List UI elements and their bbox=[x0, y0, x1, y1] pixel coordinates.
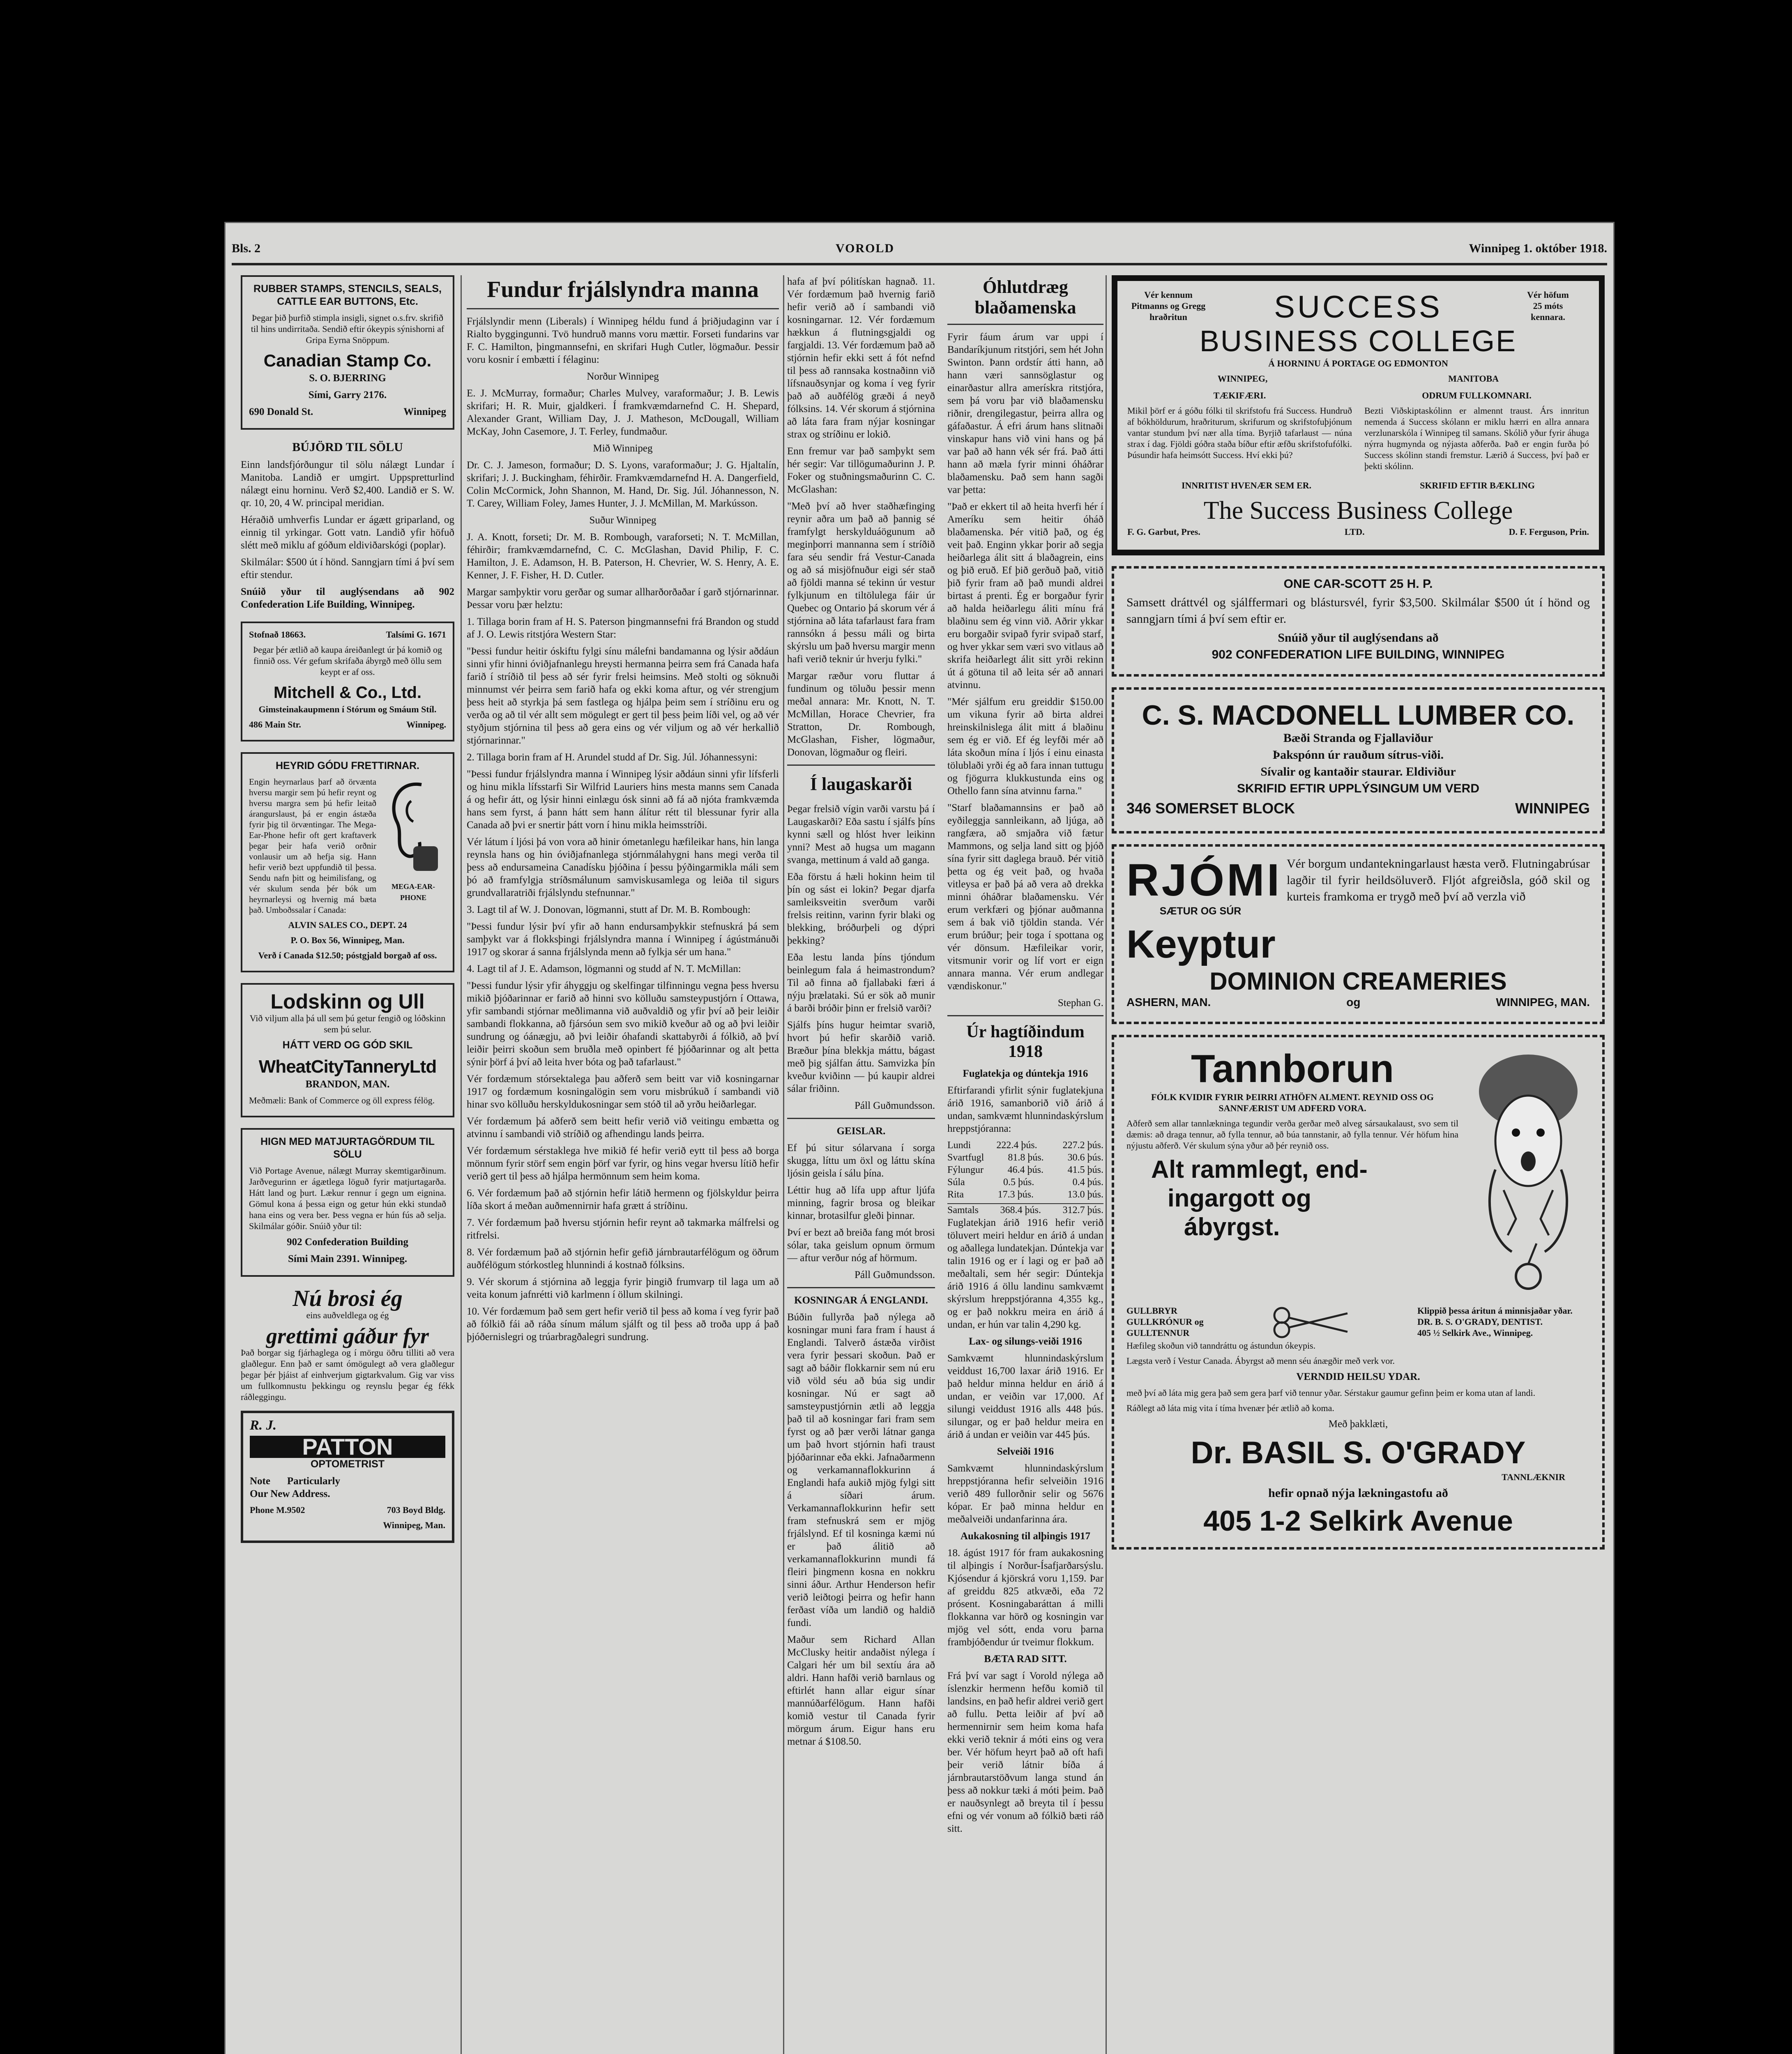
ad-title: RUBBER STAMPS, STENCILS, SEALS, CATTLE EAR BUTTONS, Etc. bbox=[253, 283, 442, 307]
paragraph: Hæfileg skoðun við tanndráttu og ástundun ókeypis. bbox=[1126, 1340, 1316, 1351]
paragraph: Snúið yður til auglýsendans að 902 Confederation Life Building, Winnipeg. bbox=[241, 586, 454, 610]
bird-table bbox=[947, 1139, 1103, 1216]
column-2 bbox=[467, 275, 779, 2054]
table-row bbox=[947, 1151, 1103, 1164]
column-4 bbox=[1112, 275, 1605, 2054]
paragraph: Frá því var sagt í Vorold nýlega að íslenzkir hermenn hefðu komið til landsins, en það hefir aldrei verið gert að fullu. Þetta leiðir af því að hermennirnir sem heim koma hafa ekki verið teknir á móti eins og vera ber. Vér höfum heyrt það að oft hafi þeir verið látnir bíða á járnbrautarstöðvum langa stund án þess að nokkur tæki á móti þeim. Það er nauðsynlegt að breyta til í þessu efni og vér vonum að fólkið bæti ráð sitt. bbox=[947, 1670, 1103, 1834]
ad-title: ONE CAR-SCOTT 25 H. P. bbox=[1283, 577, 1433, 591]
creamery-body bbox=[1126, 856, 1590, 967]
cell: 222.4 þús. bbox=[996, 1140, 1037, 1151]
stanza: Eða förstu á hæli hokinn heim til þín og sást ei lokin? Þegar djarfa samleiksveitin sverðum varði frelsis reitinn, varinn fyrir blaki og blekking, bróðurþeli og dýpri þekking? bbox=[787, 871, 935, 946]
city-line bbox=[1127, 373, 1589, 384]
paragraph: Einn landsfjórðungur til sölu nálægt Lundar í Manitoba. Landið er umgirt. Uppspretturlind nálægt einu horninu. Verð $2,400. Landið er S. W. qr. 10, 20, 4 W. principal meridian. bbox=[241, 459, 454, 509]
patton-footer bbox=[250, 1504, 445, 1515]
text: 25 móts bbox=[1533, 301, 1563, 311]
slogan: ábyrgst. bbox=[1184, 1213, 1280, 1241]
ad-title: Lodskinn og Ull bbox=[270, 990, 425, 1013]
location: ASHERN, MAN. bbox=[1126, 996, 1211, 1009]
patton-ad bbox=[241, 1411, 454, 1543]
paragraph: Samkvæmt hlunnindaskýrslum hreppstjóranna hefir selveiðin 1916 verið 489 fullorðnir selir og 5676 kópar. Er það minna heldur en meðalveiði undanfarinna ára. bbox=[947, 1463, 1103, 1525]
headline: RJÓMI bbox=[1126, 855, 1282, 905]
poem-author: Páll Guðmundsson. bbox=[855, 1100, 935, 1111]
address-line bbox=[249, 405, 446, 418]
paragraph: "Mér sjálfum eru greiddir $150.00 um vikuna fyrir að birta aldrei hreinskilnislega álit mitt á blaðinu sem ég er við. Ef ég leyfði mér að láta skoðun mína í ljós í einu einasta tölublaði yrði ég að fara innan tuttugu og fjögurra klukkustunda eins og Othello fann sína atvinnu farna." bbox=[947, 696, 1103, 797]
cell: 41.5 þús. bbox=[1067, 1165, 1103, 1175]
subheading: Fuglatekja og dúntekja 1916 bbox=[963, 1068, 1088, 1079]
references: Meðmæli: Bank of Commerce og öll express félög. bbox=[249, 1095, 435, 1105]
paragraph: með því að láta mig gera það sem gera þarf við tennur yðar. Sérstakur gaumur gefinn þeim er koma utan af landi. bbox=[1126, 1388, 1536, 1398]
row-label: Svartfugl bbox=[947, 1152, 984, 1163]
row-label: Lundi bbox=[947, 1140, 971, 1151]
college-cta bbox=[1127, 480, 1589, 491]
stanza: Ef þú situr sólarvana í sorga skugga, líttu um öxl og láttu skína ljósin geisla í sálu þína. bbox=[787, 1142, 935, 1179]
paragraph: "Með því að hver staðhæfinging reynir aðra um það að þannig sé framfylgt herskylduáögunum að meginþorri mannanna sem í stríðið fara séu sendir frá Vestur-Canada og að sá misjöfnuður eigi sér stað að fjöldi manna sé tekinn úr vestur fylkjunum en tiltölulega fáir úr Quebec og Ontario þá skorum vér á stjórnina að láta tafarlaust fara fram rannsókn á þessu máli og birta skýrslu um það hversu margir menn hafi verið teknir úr hverju fylki." bbox=[787, 501, 935, 665]
paragraph: Bezti Viðskiptaskólinn er almennt traust. Árs innritun nemenda á Success skólann er miklu hærri en allra annara verzlunarskóla í Winnipeg til samans. Skólið yður fyrir áhuga nýrra hugmynda og nýjasta aðferða. Það er engin furða þó Success skólinn standi fremstur. Lærið á Success, því það er þekti skólinn. bbox=[1364, 405, 1589, 471]
subheading: VERNDID HEILSU YDAR. bbox=[1296, 1371, 1420, 1382]
ad-top bbox=[249, 629, 446, 640]
paragraph: Enn fremur var það samþykt sem hér segir: Var tillögumaðurinn J. P. Foker og stuðningsmaðurinn C. C. McGlashan: bbox=[787, 446, 935, 495]
paragraph: 9. Vér skorum á stjórnina að leggja fyrir þingið frumvarp til laga um að veita konum jafnrétti við karlmenn í öllum skilningi. bbox=[467, 1276, 779, 1300]
paragraph: Frjálslyndir menn (Liberals) í Winnipeg héldu fund á þriðjudaginn var í Rialto byggingunni. Tvö hundruð manns voru mættir. Forseti fundarins var F. C. Hamilton, þingmannsefni, en skrifari Hugh Cutler, lögmaður. Þessir voru kosnir í embætti í félaginu: bbox=[467, 316, 779, 365]
paragraph: Aðferð sem allar tannlækninga tegundir verða gerðar með alveg sársaukalaust, svo sem til dæmis: að draga tennur, að fylla tennur, að búa tannstanir, að fylla tennur. Vér höfum hina nýjustu aðferð. Vér skulum sýna yður að þér reynið oss. bbox=[1126, 1118, 1458, 1151]
ad-text: Vér borgum undantekningarlaust hæsta verð. Flutningabrúsar lagðir til fyrir heildsöluverð. Fljót afgreiðsla, góð skil og kurteis framkoma er trygð með því að verzla við bbox=[1287, 857, 1590, 903]
city: Winnipeg bbox=[403, 406, 446, 417]
divider bbox=[787, 1118, 935, 1119]
paragraph: Vér látum í ljósi þá von vora að hinir ómetanlegu hæfileikar hans, hin langa reynsla hans og hin óviðjafnanlega stjórnmálahygni hans megi verða til þess að endursameina Canadísku þjóðina í þessu þýðingarmikla máli sem þó að framfylgja stríðsmálunum samviskusamlega og leiða til sigurs grundvallaratriði frjálslyndu stefnunnar." bbox=[467, 836, 779, 898]
cta: INNRITIST HVENÆR SEM ER. bbox=[1181, 480, 1312, 490]
cta: SKRIFID EFTIR UPPLÝSINGUM UM VERD bbox=[1237, 782, 1480, 795]
ad-text: Snúið yður til auglýsendans að bbox=[1278, 631, 1439, 645]
company-name: DOMINION CREAMERIES bbox=[1209, 967, 1507, 995]
stamp-ad bbox=[241, 275, 454, 430]
college-staff bbox=[1127, 526, 1589, 537]
location: WINNIPEG, MAN. bbox=[1496, 996, 1590, 1009]
slogan: ingargott og bbox=[1168, 1184, 1311, 1212]
address: 690 Donald St. bbox=[249, 406, 313, 417]
row-label: Samtals bbox=[947, 1205, 979, 1216]
dentist-name: Dr. BASIL S. O'GRADY bbox=[1191, 1435, 1526, 1470]
subheading: TÆKIFÆRI. bbox=[1213, 390, 1266, 401]
divider bbox=[787, 1287, 935, 1288]
city: Winnipeg, Man. bbox=[383, 1520, 445, 1530]
paragraph: Fuglatekjan árið 1916 hefir verið töluvert meiri heldur en árið á undan og aðallega lundatekjan. Dúntekja var talin 1916 og er í lagi og er það að meðaltali, sem hér segir: Dúntekja árið 1916 á öllu landinu samkvæmt skýrslum hreppstjóranna 4,355 kg., og er það nokkru meira en árið á undan, er hún var talin 4,290 kg. bbox=[947, 1217, 1103, 1330]
conjunction: og bbox=[1346, 996, 1361, 1009]
cell: 227.2 þús. bbox=[1062, 1140, 1103, 1151]
product: Bæði Stranda og Fjallaviður bbox=[1283, 731, 1433, 745]
college-body bbox=[1127, 390, 1589, 476]
hearing-body bbox=[249, 776, 446, 919]
subheading: BÆTA RAD SITT. bbox=[984, 1653, 1067, 1665]
cell: 0.5 þús. bbox=[1003, 1177, 1034, 1188]
newspaper-page bbox=[224, 222, 1615, 2054]
mitchell-ad bbox=[241, 622, 454, 741]
dentist-ad bbox=[1112, 1035, 1605, 1550]
creamery-ad bbox=[1112, 844, 1605, 1024]
paragraph: Maður sem Richard Allan McClusky heitir andaðist nýlega í Calgari hér um bil sextíu ára að aldri. Hann hafði verið barnlaus og eftirlét hann allar eigur sínar mannúðarfélögum. Hann hafði komið vestur til Canada fyrir mörgum árum. Eigur hans eru metnar á $108.50. bbox=[787, 1634, 935, 1747]
closing: Með þakklæti, bbox=[1328, 1418, 1388, 1430]
hearing-ad bbox=[241, 752, 454, 972]
building: 703 Boyd Bldg. bbox=[387, 1505, 445, 1515]
table-row bbox=[947, 1176, 1103, 1188]
headline: Nú brosi ég bbox=[293, 1286, 403, 1311]
paragraph: "Starf blaðamannsins er það að eyðileggja sannleikann, að ljúga, að rangfæra, að smjaðra við fætur Mammons, og selja land sitt og þjóð sína fyrir sitt daglega brauð. Þér vitið þetta og ég veit það, og hvaða vitleysa er það þá að vera að drekka minni óháðrar blaðamensku. Vér erum verkfæri og þjónar auðmanna sem á bak við tjöldin standa. Vér erum brúður; þeir toga í spottana og vér dönsum. Hæfileikar vorir, vitsmunir vorir og líf vort er eign annara manna. Vér erum andlegar vændiskonur." bbox=[947, 802, 1103, 992]
staff: LTD. bbox=[1344, 527, 1365, 537]
address: 346 SOMERSET BLOCK bbox=[1126, 800, 1295, 817]
tannery-ad bbox=[241, 983, 454, 1117]
college-top-left bbox=[1127, 289, 1209, 322]
address-line bbox=[249, 719, 446, 730]
service: GULLTENNUR bbox=[1126, 1327, 1190, 1338]
dentist-mid bbox=[1126, 1303, 1590, 1340]
paragraph: "Þessi fundur frjálslyndra manna í Winnipeg lýsir aðdáun sinni yfir lífsferli og hinu mikla lífsstarfi Sir Wilfrid Lauriers hins mesta manns sem Canada á og hefir átt, og lýsir hinni einlægu ósk sinni að fá að njóta framkvæmda hans sem fyrst, á þann hátt sem hann álítur rétt til blessunar fyrir alla Canada að þvi er snertir þátt vorn í hinu mikla heimsstríði. bbox=[467, 769, 779, 831]
issue-date: Winnipeg 1. október 1918. bbox=[1469, 242, 1607, 255]
row-label: Rita bbox=[947, 1189, 964, 1200]
paragraph: 7. Vér fordæmum það hversu stjórnin hefir reynt að takmarka málfrelsi og ritfrelsi. bbox=[467, 1217, 779, 1241]
land-for-sale bbox=[241, 440, 454, 611]
paragraph: hafa af því pólitískan hagnað. 11. Vér fordæmum það hvernig farið hefir verið að í sambandi við kosningarnar. 12. Vér fordæmum hækkun á flutningsgjaldi og fargjaldi. 13. Vér fordæmum það að stjórnin hefir ekki sett á fót nefnd til þess að rannsaka kostnaðinn við lífsnauðsynjar og koma í veg fyrir það að auðfélög græði á neyð fólksins. 14. Vér skorum á stjórnina að láta fara fram nýjar kosningar strax og stríðinu er lokið. bbox=[787, 276, 935, 440]
lumber-ad bbox=[1112, 687, 1605, 834]
subheading: Norður Winnipeg bbox=[587, 371, 659, 382]
column-2b bbox=[787, 275, 935, 2054]
paragraph: Vér fordæmum þá aðferð sem beitt hefir verið við veitingu embætta og atvinnu í sambandi við stríðið og afhendingu lands þeirra. bbox=[467, 1116, 779, 1140]
section-title: Úr hagtíðindum 1918 bbox=[966, 1022, 1085, 1061]
phone: Sími Main 2391. Winnipeg. bbox=[288, 1253, 408, 1264]
column-3 bbox=[947, 275, 1103, 2054]
product-label: MEGA-EAR-PHONE bbox=[392, 882, 435, 902]
headline: Keyptur bbox=[1126, 922, 1276, 966]
ad-text: Engin heyrnarlaus þarf að örvænta hversu margir sem þú hefir reynt og hversu margra sem þú hefir leitað árangurslaust, þá er engin ástæða fyrir þig til örvæntingar. The Mega-Ear-Phone hefir oft gert kraftaverk þegar þeir hafa verið orðnir vonlausir um að hefja sig. Hann hefir verið bezt uppfundið til þessa. Sendu nafn þitt og heimilisfang, og vér skulum senda þér bók um heyrnarleysi og hvernig má bæta það. Umboðssalar í Canada: bbox=[249, 777, 376, 915]
dentist-title: TANNLÆKNIR bbox=[1502, 1472, 1565, 1482]
address: Á HORNINU Á PORTAGE OG EDMONTON bbox=[1268, 358, 1448, 368]
company-name: Mitchell & Co., Ltd. bbox=[274, 684, 422, 702]
paragraph: 8. Vér fordæmum það að stjórnin hefir gefið járnbrautarfélögum og öðrum auðfélögum stórkostleg hlunnindi á kostnað fólksins. bbox=[467, 1247, 779, 1271]
address: P. O. Box 56, Winnipeg, Man. bbox=[290, 935, 405, 945]
article-title: Óhlutdræg blaðamenska bbox=[974, 277, 1076, 318]
address: 486 Main Str. bbox=[249, 719, 301, 730]
ad-title: HIGN MED MATJURTAGÖRDUM TIL SÖLU bbox=[260, 1136, 435, 1160]
city: WINNIPEG, bbox=[1217, 373, 1268, 384]
ad-text: Samsett dráttvél og sjálffermari og blástursvél, fyrir $3,500. Skilmálar $500 út í hönd og sanngjarn tími á því sem eftir er. bbox=[1126, 596, 1590, 626]
product: Þakspónn úr rauðum sítrus-viði. bbox=[1272, 748, 1444, 762]
headline: grettimi gáður fyr bbox=[266, 1324, 429, 1348]
divider bbox=[787, 764, 935, 766]
page-header bbox=[232, 238, 1607, 265]
dentist-top bbox=[1126, 1046, 1590, 1303]
subheading: ODRUM FULLKOMNARI. bbox=[1422, 390, 1532, 401]
poem-author: Páll Guðmundsson. bbox=[855, 1269, 935, 1280]
college-col bbox=[1364, 390, 1589, 476]
table-row bbox=[947, 1188, 1103, 1201]
cell: 81.8 þús. bbox=[1008, 1152, 1044, 1163]
initials: R. J. bbox=[250, 1418, 277, 1433]
stanza: Þegar frelsið vígin varði varstu þá í Laugaskarði? Eða sastu í sjálfs þíns kynni sæll og hlóst hver leikinn ynni? Mest að hugsa um magann svanga, mettinum á vald að ganga. bbox=[787, 804, 935, 866]
cell: 30.6 þús. bbox=[1067, 1152, 1103, 1163]
paragraph: Fyrir fáum árum var uppi í Bandaríkjunum ritstjóri, sem hét John Swinton. Þann ordstír átti hann, að hann væri sannsöglastur og einarðastur allra amerískra ritstjóra, sem þá voru þar við blaðamensku riðnir, drengilegastur, þeirra allra og gáfaðastur. Á efri árum hans slitnaði vinskapur hans við vini hans og þá var það að hann vék sér frá. Það átti hann að mæla fyrir minni óháðrar blaðamensku. Það sem hann sagði var þetta: bbox=[947, 332, 1103, 495]
paragraph: Dr. C. J. Jameson, formaður; D. S. Lyons, varaformaður; J. G. Hjaltalín, skrifari; J. J. Buckingham, féhirðir. Framkvæmdarnefnd H. A. Dangerfield, Colin McCormick, John Shannon, M. Hand, Dr. Sig. Júl. Jóhannesson, N. T. Carey, William Foley, James Hunter, J. J. McMillan, M. Markússon. bbox=[467, 460, 779, 509]
table-row bbox=[947, 1139, 1103, 1151]
paragraph: 18. ágúst 1917 fór fram aukakosning til alþingis í Norður-Ísafjarðarsýslu. Kjósendur á kjörskrá voru 1,159. Þar af greiddu 825 atkvæði, eða 72 prósent. Kosningabaráttan á milli flokkanna var hörð og kosningin var mjög vel sótt, enda voru þarna frambjóðendur úr tveimur flokkum. bbox=[947, 1547, 1103, 1648]
subline: FÓLK KVIDIR FYRIR ÞEIRRI ATHÖFN ALMENT. REYNID OSS OG SANNFÆRIST UM ADFERD VORA. bbox=[1151, 1092, 1434, 1113]
agent: ALVIN SALES CO., DEPT. 24 bbox=[288, 920, 407, 930]
founded: Stofnað 18663. bbox=[249, 629, 306, 640]
cell: 368.4 þús. bbox=[1000, 1205, 1041, 1216]
province: MANITOBA bbox=[1448, 373, 1499, 384]
article-title: Fundur frjálslyndra manna bbox=[487, 277, 759, 302]
subline: eins auðveldlega og ég bbox=[306, 1310, 389, 1320]
cta: SKRIFID EFTIR BÆKLING bbox=[1420, 480, 1535, 490]
doctor: DR. B. S. O'GRADY, DENTIST. bbox=[1417, 1316, 1543, 1327]
paragraph: E. J. McMurray, formaður; Charles Mulvey, varaformaður; J. B. Lewis skrifari; H. R. Muir, gjaldkeri. Í framkvæmdarnefnd C. H. Shepard, Alexander Grant, William Day, J. J. Matheson, McDougall, William McKay, John Casemore, J. T. Ferley, fundmaður. bbox=[467, 388, 779, 437]
column-rule bbox=[1106, 275, 1107, 2054]
stanza: Eða lestu landa þíns tjóndum beinlegum fala á heimastrondum? Til að finna að fjallabaki færi á nýju þrælataki. Sú er sök að munir á barði bróðir þinn er frelsið varði? bbox=[787, 952, 935, 1014]
product: Sívalir og kantaðir staurar. Eldiviður bbox=[1260, 765, 1456, 778]
paragraph: 6. Vér fordæmum það að stjórnin hefir látið hermenn og fjölskyldur þeirra líða skort á meðan auðmennirnir hafa grætt á stríðinu. bbox=[467, 1188, 779, 1211]
divider bbox=[947, 1015, 1103, 1016]
paragraph: "Þessi fundur lýsir því yfir að hann endursamþykkir stefnuskrá þá sem samþykt var á flokksþingi frjálslyndra manna í Winnipeg í ágústmánuði 1917 og skorar á sanna frjálslynda menn að fylkja sér um hana." bbox=[467, 921, 779, 958]
college-footer: The Success Business College bbox=[1203, 497, 1513, 525]
gold-list bbox=[1126, 1305, 1204, 1338]
dentist-address: 405 1-2 Selkirk Avenue bbox=[1203, 1505, 1513, 1537]
paragraph: Samkvæmt hlunnindaskýrslum veiddust 16,700 laxar árið 1916. Er það heldur minna heldur en árið á undan, er veiðin var 17,000. Af silungi veiddust 1916 alls 448 þús. silungar, og er það heldur meira en árið á undan er veiðin var 445 þús. bbox=[947, 1353, 1103, 1440]
house-for-sale bbox=[241, 1128, 454, 1277]
clip-note: Klippið þessa áritun á minnisjaðar yðar. bbox=[1417, 1305, 1573, 1316]
staff: D. F. Ferguson, Prin. bbox=[1509, 527, 1589, 537]
paragraph: "Það er ekkert til að heita hverfi hér í Ameríku sem heitir óháð blaðamenska. Þér vitið það, og ég veit það. Enginn ykkar þorir að segja heiðarlega álit sitt á blaðagrein, eins og þið eruð. Ef þið gerðuð það, vitið þið fyrir fram að það mundi aldrei birtast á prenti. Ég er borgaður fyrir að halda heiðarlegu áliti mínu frá blaðinu sem ég vinn við. Aðrir ykkar eru borgaðir svipað fyrir svipað starf, og hver ykkar sem væri svo vitlaus að skrifa heiðarlegt álit sitt yrði rekinn út á götuna til að leita sér að annari atvinnu. bbox=[947, 501, 1103, 691]
paragraph: Vér fordæmum sérstaklega hve mikið fé hefir verið eytt til þess að borga mönnum fyrir störf sem engin þörf var fyrir, og hins vegar hversu lítið hefir verið gert til þess að hjálpa hermönnum sem heim koma. bbox=[467, 1145, 779, 1182]
cell: 17.3 þús. bbox=[997, 1189, 1034, 1200]
subheading: Suður Winnipeg bbox=[589, 515, 656, 526]
subheading: Mið Winnipeg bbox=[593, 443, 653, 454]
divider bbox=[947, 324, 1103, 325]
stanza: Því er bezt að breiða fang mót brosi sólar, taka geislum opnum örmum — aftur verður nóg af hörmum. bbox=[787, 1227, 935, 1264]
headline: Tannborun bbox=[1191, 1047, 1394, 1091]
ad-sub: Við viljum alla þá ull sem þú getur fengið og lóðskinn sem þú selur. bbox=[249, 1013, 446, 1034]
ad-text: Þegar þér ætlið að kaupa áreiðanlegt úr þá komið og finnið oss. Vér gefum skrifaða ábyrgð með öllu sem keypt er af oss. bbox=[253, 645, 442, 677]
paragraph: Margar ræður voru fluttar á fundinum og töluðu þessir menn meðal annara: Mr. Knott, N. T. McMillan, Horace Chevrier, fra Stratton, Dr. Rombough, McGlashan, Fisher, lögmaður, Donovan, lögmaður og fleiri. bbox=[787, 670, 935, 758]
paragraph: 2. Tillaga borin fram af H. Arundel studd af Dr. Sig. Júl. Jóhannessyni: bbox=[467, 752, 758, 763]
dentist-text bbox=[1126, 1046, 1458, 1303]
subheading: Aukakosning til alþingis 1917 bbox=[960, 1531, 1091, 1542]
text: hraðritun bbox=[1149, 312, 1187, 322]
text: Vér höfum bbox=[1527, 290, 1569, 300]
author: Stephan G. bbox=[1057, 997, 1103, 1009]
service: GULLBRYR bbox=[1126, 1305, 1177, 1316]
poem-title: GEISLAR. bbox=[836, 1126, 886, 1137]
clip-card bbox=[1417, 1305, 1590, 1338]
college-top-right bbox=[1507, 289, 1589, 322]
page-number: Bls. 2 bbox=[232, 242, 261, 255]
text: Vér kennum bbox=[1144, 290, 1193, 300]
company-name: Canadian Stamp Co. bbox=[263, 351, 432, 370]
company-name: WheatCityTanneryLtd bbox=[258, 1057, 437, 1077]
note: Note Particularly Our New Address. bbox=[250, 1476, 340, 1499]
woman-portrait-icon bbox=[1467, 1046, 1590, 1301]
column-rule bbox=[461, 275, 462, 2054]
college-name: BUSINESS COLLEGE bbox=[1199, 325, 1517, 358]
creamery-right bbox=[1287, 856, 1590, 967]
ad-text: Við Portage Avenue, nálægt Murray skemtigarðinum. Jarðvegurinn er ágætlega löguð fyrir matjurtagarða. Hátt land og þurt. Lækur rennur í gegn um eignina. Gömul kona á þessa eign og getur hún ekki stundað hana eins og vera ber. Þess vegna er hún fús að selja. Skilmálar góðir. Snúið yður til: bbox=[249, 1165, 446, 1231]
address-line bbox=[1126, 799, 1590, 818]
paragraph: Mikil þörf er á góðu fólki til skrifstofu frá Success. Hundruð af bókhöldurum, hraðriturum, skrifurum og skrifstofuþjónum vantar stundum því nær alla tíma. Byrjið tafarlaust — núna strax í dag. Fjöldi góðra staða bíður eftir æfðu skrifstofufólki. Þúsundir hafa heimsótt Success. Hví ekki þú? bbox=[1127, 405, 1352, 460]
agent-name: S. O. BJERRING bbox=[309, 373, 386, 384]
subline: SÆTUR OG SÚR bbox=[1159, 905, 1242, 917]
city: Winnipeg. bbox=[406, 719, 446, 730]
slogan: Alt rammlegt, end- bbox=[1151, 1156, 1368, 1183]
news-title: KOSNINGAR Á ENGLANDI. bbox=[794, 1295, 928, 1306]
title: OPTOMETRIST bbox=[310, 1458, 385, 1470]
paragraph: 3. Lagt til af W. J. Donovan, lögmanni, stutt af Dr. M. B. Rombough: bbox=[467, 904, 751, 915]
city: BRANDON, MAN. bbox=[305, 1079, 390, 1090]
ad-slogan: HÁTT VERD OG GÓD SKIL bbox=[282, 1039, 413, 1051]
paragraph: Búðin fullyrða það nýlega að kosningar muni fara fram í haust á Englandi. Talverð ástæða virðist vera fyrir þessari skoðun. Það er sagt að báðir flokkarnir sem nú eru við völd séu að búa sig undir kosningar. Nú er sagt að samsteypustjórnin ætli að leggja það til að kosningar fari fram sem fyrst og að þær verði látnar ganga um það hvort stjórnin hafi traust þjóðarinnar eða ekki. Jafnaðarmenn og verkamannaflokkurinn á Englandi hafa aukið mjög fylgi sitt á síðari árum. Verkamannaflokkurinn hefir sett fram stefnuskrá sem er mjög frjálslynd. Ef til kosninga kæmi nú er það álitið að verkamannaflokkurinn mundi fá fleiri þingmenn kosna en nokkru sinni áður. Arthur Henderson hefir verið leiðtogi þeirra og hefir hann ferðast víða um landið og haldið fundi. bbox=[787, 1312, 935, 1628]
paragraph: Héraðið umhverfis Lundar er ágætt griparland, og einnig til yrkingar. Gott vatn. Landið yfir höfuð slétt með miklu af góðum eldiviðarskógi (poplar). bbox=[241, 514, 454, 551]
stanza: Sjálfs þíns hugur heimtar svarið, hvort þú hefir skarðið varið. Bræður þína blekkja máttu, bágast með þig sjálfan áttu. Samvizka þín kveður kviðinn — þú kaupir aldrei sálar friðinn. bbox=[787, 1020, 935, 1094]
column-rule bbox=[783, 275, 784, 2054]
address: 902 CONFEDERATION LIFE BUILDING, WINNIPEG bbox=[1212, 648, 1505, 661]
subheading: Lax- og silungs-veiði 1916 bbox=[969, 1336, 1082, 1347]
paragraph: Ráðlegt að láta mig vita í tíma hvenær þér ætlið að koma. bbox=[1126, 1403, 1334, 1413]
paragraph: 4. Lagt til af J. E. Adamson, lögmanni og studd af N. T. McMillan: bbox=[467, 963, 741, 974]
paragraph: Það borgar sig fjárhaglega og í mörgu öðru tilliti að vera glaðlegur. Enn það er samt ómögulegt að vera glaðlegur þegar þér þjáist af einhverjum gigtarkvalum. Gig var viss um fullkomnustu þekkingu og reynslu þegar ég fékk ráðleggingu. bbox=[241, 1347, 454, 1402]
service: GULLKRÓNUR og bbox=[1126, 1316, 1204, 1327]
success-college-ad bbox=[1112, 275, 1605, 555]
stanza: Léttir hug að lífa upp aftur ljúfa minning, fagrir brosa og bleikar kinnar, brotasilfur gleði þinnar. bbox=[787, 1185, 935, 1221]
paragraph: "Þessi fundur lýsir yfir áhyggju og skelfingar tilfinningu vegna þess hversu mikið þjóðarinnar er farið að hinni svo kölluðu samsteypustjórn í Ottawa, yfir sambandi stjórnar meðlimanna við auðvaldið og yfir því að þeir leiðir sambandi flokkanna, að fjársóun sem svo mikið kveður að og að þvi leiðir sundrung og óánægju, að þvi leiðir óhafandi skattabyrði á fólkið, að því leiðir þeirri skoðun sem bruðla með opinbert fé þjóðarinnar og alt þetta sýnir þörf á því að leita hver bóta og það tafarlaust." bbox=[467, 980, 779, 1068]
address: 902 Confederation Building bbox=[287, 1237, 408, 1248]
address: 405 ½ Selkirk Ave., Winnipeg. bbox=[1417, 1327, 1533, 1338]
price: Verð í Canada $12.50; póstgjald borgað af oss. bbox=[258, 950, 437, 960]
text: kennara. bbox=[1531, 312, 1565, 322]
subheading: Selveiði 1916 bbox=[997, 1446, 1054, 1457]
college-col bbox=[1127, 390, 1352, 476]
cell: 0.4 þús. bbox=[1072, 1177, 1103, 1188]
cell: 312.7 þús. bbox=[1062, 1205, 1103, 1216]
cell: 46.4 þús. bbox=[1007, 1165, 1043, 1175]
paragraph: Lægsta verð í Vestur Canada. Ábyrgst að menn séu ánægðir með verk vor. bbox=[1126, 1356, 1395, 1366]
paragraph: Vér fordæmum stórsektalega þau aðferð sem beitt var við kosningarnar 1917 og fordæmum kosningalögin sem voru misbrúkuð í sambandi við hinar svo kölluðu herskyldukosningar sem stóð til að yrðu heiðarlegar. bbox=[467, 1073, 779, 1110]
paragraph: Margar samþyktir voru gerðar og sumar allharðorðaðar í garð stjórnarinnar. Þessar voru þær helztu: bbox=[467, 587, 779, 610]
creamery-left bbox=[1126, 855, 1282, 967]
paragraph: hefir opnað nýja lækningastofu að bbox=[1268, 1486, 1448, 1500]
paragraph: Skilmálar: $500 út í hönd. Sanngjarn tími á því sem eftir stendur. bbox=[241, 557, 454, 580]
phone: Phone M.9502 bbox=[250, 1505, 305, 1515]
college-name: SUCCESS bbox=[1274, 290, 1442, 325]
creamery-locations bbox=[1126, 996, 1590, 1009]
paragraph: "Þessi fundur heitir óskiftu fylgi sínu málefni bandamanna og lýsir aðdáun sinni yfir hinni óviðjafnanlegu hreysti hermanna þeirra sem frá Canada hafa farið í stríðið til þess að sér fyrir frelsi heimsins. Með stolti og söknuði minnumst vér þeirra sem farið hafa og ekki koma aftur, og vér strengjum þess heit að styrkja þá sem fastlega og hjálpa þeim sem í stríðinu eru og verða og að til vér allt sem mögulegt er gert til þess þeim líði vel, og að vér styðjum stjórnina til þess að gera eins og vér viljum og að vér herkallið stjórnarinnar." bbox=[467, 646, 779, 746]
phone: Sími, Garry 2176. bbox=[308, 389, 387, 401]
phone: Talsími G. 1671 bbox=[386, 629, 446, 640]
woman-illustration bbox=[1467, 1046, 1590, 1303]
row-label: Fýlungur bbox=[947, 1165, 984, 1175]
row-label: Súla bbox=[947, 1177, 965, 1188]
college-top bbox=[1127, 289, 1589, 325]
table-total bbox=[947, 1203, 1103, 1216]
text: Pitmanns og Gregg bbox=[1131, 301, 1206, 311]
masthead: VOROLD bbox=[836, 242, 895, 255]
ad-text: Þegar þið þurfið stimpla insigli, signet o.s.frv. skrifið til hins undirritaða. Sendið eftir ókeypis sýnishorni af Gripa Eyrna Snöppum. bbox=[251, 313, 445, 345]
paragraph: 10. Vér fordæmum það sem gert hefir verið til þess að koma í veg fyrir það að fólkið fái að ráða sínum málum sjálft og til þess að troða upp á það þjóðernislegri og trúarbragðalegri sundrung. bbox=[467, 1306, 779, 1342]
company-name: C. S. MACDONELL LUMBER CO. bbox=[1142, 700, 1575, 731]
staff: F. G. Garbut, Pres. bbox=[1127, 527, 1200, 537]
ad-title: HEYRID GÓDU FRETTIRNAR. bbox=[276, 760, 419, 771]
poem-title: Í laugaskarði bbox=[810, 774, 912, 794]
paragraph: 1. Tillaga borin fram af H. S. Paterson þingmannsefni frá Brandon og studd af J. O. Lewis ritstjóra Western Star: bbox=[467, 616, 779, 640]
column-1 bbox=[241, 275, 454, 2054]
section-title: BÚJÖRD TIL SÖLU bbox=[292, 440, 403, 454]
ear-phone-illustration bbox=[380, 776, 446, 919]
scissors-icon bbox=[1269, 1303, 1352, 1340]
smile-ad bbox=[241, 1287, 454, 1402]
car-scott-ad bbox=[1112, 566, 1605, 677]
table-row bbox=[947, 1164, 1103, 1176]
ear-icon bbox=[380, 776, 446, 879]
city: WINNIPEG bbox=[1515, 800, 1590, 817]
name: PATTON bbox=[250, 1436, 445, 1458]
divider bbox=[467, 308, 779, 309]
paragraph: Eftirfarandi yfirlit sýnir fuglatekjuna árið 1916, samanborið við árið á undan, samkvæmt hlunnindaskýrslum hreppstjóranna: bbox=[947, 1085, 1103, 1134]
paragraph: J. A. Knott, forseti; Dr. M. B. Rombough, varaforseti; N. T. McMillan, féhirðir; framkvæmdarnefnd, C. C. McGlashan, David Philip, F. C. Hamilton, J. E. Adamson, H. B. Paterson, H. Chevrier, W. S. Henry, A. E. Kenner, J. F. Fisher, H. D. Cutler. bbox=[467, 532, 779, 581]
company-sub: Gimsteinakaupmenn í Stórum og Smáum Stíl. bbox=[258, 704, 437, 714]
cell: 13.0 þús. bbox=[1067, 1189, 1103, 1200]
